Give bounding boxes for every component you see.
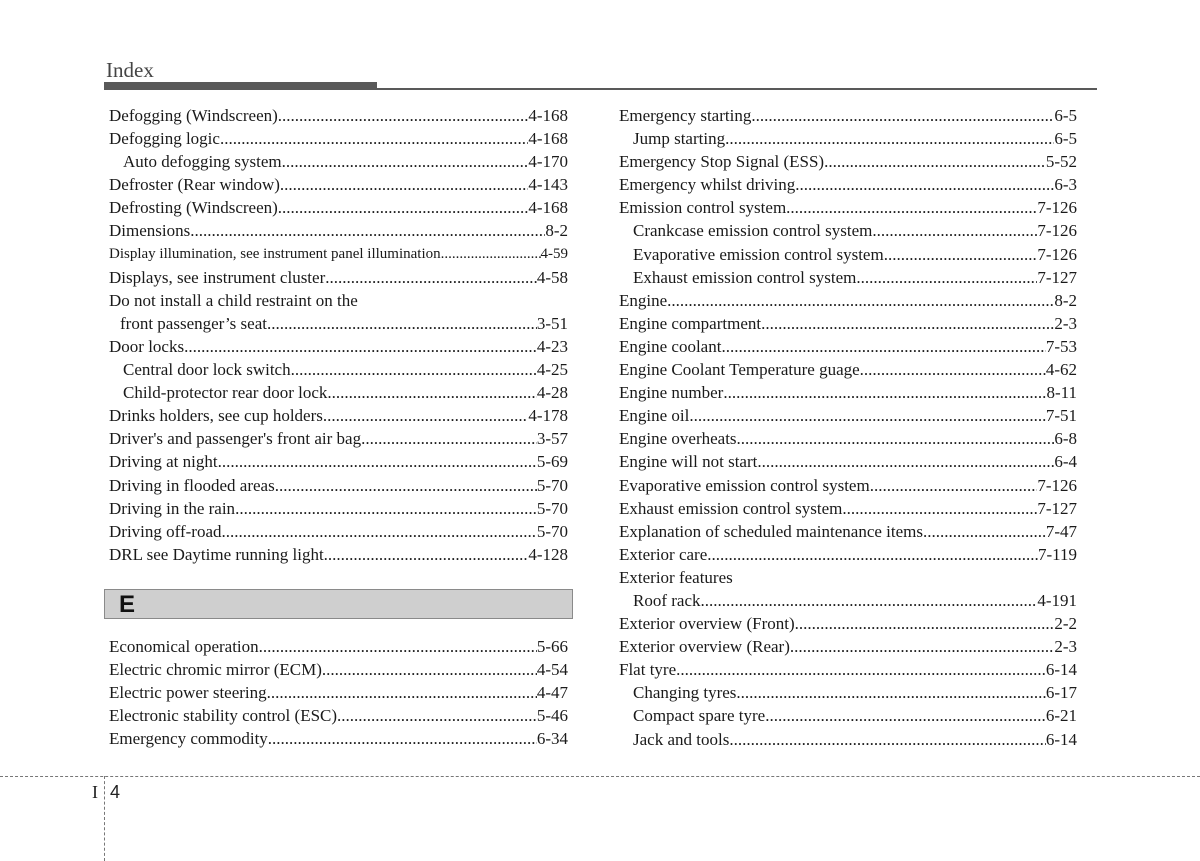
index-entry-term: Engine compartment — [619, 313, 762, 333]
index-entry-page: 5-66 — [536, 637, 568, 656]
index-entry-term: Exhaust emission control system — [619, 498, 843, 518]
index-entry-leader — [190, 219, 545, 242]
index-entry-leader — [725, 127, 1054, 150]
index-entry-page: 8-2 — [1054, 290, 1077, 310]
index-entry-term: Driving at night — [109, 452, 218, 472]
index-entry-page: 5-69 — [536, 452, 568, 472]
index-entry-term: Exterior care — [619, 544, 708, 564]
index-entry-leader — [267, 681, 537, 704]
index-entry — [109, 520, 568, 543]
index-entry-page: 2-3 — [1054, 637, 1077, 657]
index-entry — [109, 427, 568, 450]
index-entry-term: Central door lock switch — [123, 360, 291, 380]
index-entry-page: 7-47 — [1045, 521, 1077, 541]
index-entry-leader — [327, 381, 536, 404]
index-entry — [619, 589, 1077, 612]
index-entry-term: Engine coolant — [619, 336, 722, 356]
index-entry-term: Exterior features — [619, 567, 733, 587]
index-entry-term: Roof rack — [633, 590, 701, 610]
index-entry — [109, 543, 568, 566]
index-entry-leader — [278, 104, 529, 127]
index-entry-leader — [323, 404, 528, 427]
index-entry — [109, 497, 568, 520]
index-entry-leader — [884, 243, 1038, 266]
index-entry-term: Defogging (Windscreen) — [109, 106, 278, 125]
header-rule-thick — [104, 82, 377, 90]
index-entry — [109, 219, 568, 242]
index-entry — [619, 728, 1077, 751]
index-entry — [109, 127, 568, 150]
index-entry-term: Defogging logic — [109, 129, 220, 149]
index-entry-leader — [736, 681, 1045, 704]
index-entry-term: Engine overheats — [619, 429, 737, 449]
index-entry-page: 4-28 — [536, 383, 568, 403]
index-column-left — [109, 104, 568, 566]
index-entry — [619, 381, 1077, 404]
index-entry-leader — [721, 335, 1045, 358]
index-entry-leader — [220, 127, 528, 150]
index-entry-page: 8-11 — [1046, 383, 1077, 403]
index-entry-page: 2-2 — [1054, 614, 1077, 634]
index-entry-term: Do not install a child restraint on the — [109, 290, 358, 310]
index-entry — [109, 658, 568, 681]
index-entry-leader — [689, 404, 1045, 427]
index-column-left-e — [109, 635, 568, 750]
index-entry-page: 4-191 — [1037, 590, 1077, 610]
index-entry-page: 7-51 — [1045, 406, 1077, 426]
index-entry — [619, 266, 1077, 289]
index-entry-term: Electric chromic mirror (ECM) — [109, 660, 322, 680]
index-entry-page: 7-126 — [1037, 475, 1077, 495]
index-entry-leader — [707, 543, 1038, 566]
index-entry-term: Emergency whilst driving — [619, 175, 796, 195]
index-entry-page: 6-14 — [1045, 729, 1077, 749]
index-entry — [619, 219, 1077, 242]
index-entry-term: Emergency starting — [619, 106, 752, 125]
index-entry-leader — [667, 289, 1054, 312]
index-entry-leader — [268, 727, 537, 750]
index-entry-page: 6-5 — [1054, 106, 1077, 125]
index-entry-term: Engine oil — [619, 406, 690, 426]
index-entry-leader — [795, 173, 1054, 196]
index-entry-term: Engine number — [619, 383, 724, 403]
index-entry-term: Drinks holders, see cup holders — [109, 406, 323, 426]
footer-dashed-rule — [0, 776, 1200, 777]
index-entry-leader — [701, 589, 1038, 612]
index-entry — [109, 635, 568, 658]
index-entry — [619, 427, 1077, 450]
index-entry-term: Driving in the rain — [109, 498, 236, 518]
index-entry-leader — [860, 358, 1046, 381]
index-entry-leader — [184, 335, 537, 358]
index-entry-page: 5-70 — [536, 498, 568, 518]
index-entry-leader — [235, 497, 537, 520]
index-entry-term: Exterior overview (Rear) — [619, 637, 790, 657]
index-entry — [109, 266, 568, 289]
index-entry-leader — [324, 543, 529, 566]
index-entry — [619, 358, 1077, 381]
index-entry-leader — [291, 358, 537, 381]
index-entry-page: 4-25 — [536, 360, 568, 380]
index-entry — [619, 404, 1077, 427]
index-entry — [619, 196, 1077, 219]
index-entry-leader — [676, 658, 1046, 681]
index-entry-term: Emergency Stop Signal (ESS) — [619, 152, 825, 172]
index-entry-page: 5-70 — [536, 521, 568, 541]
index-entry-term: Dimensions — [109, 221, 191, 241]
index-entry-term: DRL see Daytime running light — [109, 544, 324, 564]
index-entry-page: 5-70 — [536, 475, 568, 495]
index-entry-leader — [267, 312, 537, 335]
index-entry — [619, 150, 1077, 173]
index-entry-term: Child-protector rear door lock — [123, 383, 328, 403]
index-entry — [109, 681, 568, 704]
index-entry — [109, 150, 568, 173]
index-entry-page: 6-5 — [1054, 129, 1077, 149]
index-entry-page: 4-168 — [528, 129, 568, 149]
index-entry-leader — [337, 704, 537, 727]
index-entry — [619, 243, 1077, 266]
index-entry-term: Crankcase emission control system — [633, 221, 873, 241]
index-entry-term: Explanation of scheduled maintenance items — [619, 521, 924, 541]
index-entry-leader — [761, 312, 1054, 335]
index-entry — [109, 335, 568, 358]
index-entry-leader — [282, 150, 529, 173]
index-entry-page: 6-14 — [1045, 660, 1077, 680]
index-entry-term: Driver's and passenger's front air bag — [109, 429, 362, 449]
index-entry-leader — [361, 427, 537, 450]
index-entry-leader — [870, 474, 1038, 497]
index-entry — [109, 104, 568, 127]
footer-dashed-margin — [104, 776, 105, 861]
index-entry — [109, 727, 568, 750]
index-entry-term: Jack and tools — [633, 729, 730, 749]
index-entry-page: 4-47 — [536, 683, 568, 703]
index-entry — [619, 497, 1077, 520]
index-entry — [619, 173, 1077, 196]
index-entry-leader — [280, 173, 528, 196]
index-entry — [109, 289, 568, 312]
footer-page-number: 4 — [110, 782, 121, 802]
index-entry-page: 6-3 — [1054, 175, 1077, 195]
index-entry-term: Jump starting — [633, 129, 726, 149]
index-entry — [619, 566, 1077, 589]
index-entry-term: Engine will not start — [619, 452, 758, 472]
index-entry — [619, 543, 1077, 566]
index-entry — [619, 450, 1077, 473]
index-entry-term: Electric power steering — [109, 683, 267, 703]
index-entry-term: Flat tyre — [619, 660, 677, 680]
index-entry-leader — [441, 243, 541, 266]
index-entry-leader — [842, 497, 1037, 520]
index-entry-page: 4-54 — [536, 660, 568, 680]
index-entry-page: 7-53 — [1045, 336, 1077, 356]
index-entry-term: Defrosting (Windscreen) — [109, 198, 278, 218]
index-entry-page: 4-23 — [536, 336, 568, 356]
index-entry-page: 7-127 — [1037, 498, 1077, 518]
index-entry-page: 3-51 — [536, 313, 568, 333]
index-entry — [109, 474, 568, 497]
index-entry-term: Compact spare tyre — [633, 706, 766, 726]
index-entry-term: Display illumination, see instrument panel illumination — [109, 245, 441, 262]
index-entry-page: 6-17 — [1045, 683, 1077, 703]
index-entry-page: 4-59 — [540, 245, 568, 262]
index-entry-term: Driving in flooded areas — [109, 475, 275, 495]
index-entry-page: 7-126 — [1037, 198, 1077, 218]
index-entry-term: front passenger’s seat — [120, 313, 267, 333]
index-entry-page: 4-143 — [528, 175, 568, 195]
section-letter: E — [119, 591, 136, 618]
index-entry — [109, 173, 568, 196]
index-entry — [619, 658, 1077, 681]
index-entry — [109, 381, 568, 404]
index-entry-term: Electronic stability control (ESC) — [109, 706, 338, 726]
index-entry — [619, 335, 1077, 358]
index-entry — [109, 358, 568, 381]
index-entry — [109, 312, 568, 335]
index-entry — [619, 681, 1077, 704]
index-entry — [109, 450, 568, 473]
index-entry-term: Driving off-road — [109, 521, 222, 541]
section-header-e — [104, 589, 573, 619]
index-entry-term: Auto defogging system — [123, 152, 282, 172]
index-entry-leader — [259, 635, 537, 658]
index-entry-leader — [856, 266, 1037, 289]
index-entry-page: 4-58 — [536, 267, 568, 287]
index-entry-page: 2-3 — [1054, 313, 1077, 333]
index-entry-leader — [723, 381, 1046, 404]
index-entry-leader — [218, 450, 537, 473]
index-entry-term: Displays, see instrument cluster — [109, 267, 326, 287]
index-entry-term: Evaporative emission control system — [619, 475, 870, 495]
index-entry-page: 7-126 — [1037, 221, 1077, 241]
index-entry-page: 4-170 — [528, 152, 568, 172]
index-entry — [619, 520, 1077, 543]
index-entry-leader — [790, 635, 1054, 658]
index-entry — [619, 289, 1077, 312]
index-entry-leader — [325, 266, 537, 289]
index-entry-leader — [275, 474, 537, 497]
index-entry — [619, 312, 1077, 335]
index-entry-term: Exhaust emission control system — [633, 267, 857, 287]
index-entry-page: 7-127 — [1037, 267, 1077, 287]
index-entry-leader — [278, 196, 529, 219]
index-entry-page: 7-119 — [1037, 544, 1077, 564]
index-entry-page: 3-57 — [536, 429, 568, 449]
index-entry — [619, 127, 1077, 150]
index-entry-page: 4-168 — [528, 198, 568, 218]
index-entry-leader — [737, 427, 1055, 450]
index-entry-leader — [729, 728, 1046, 751]
index-entry — [619, 704, 1077, 727]
index-entry-page: 6-4 — [1054, 452, 1077, 472]
index-entry-leader — [786, 196, 1037, 219]
index-entry-page: 8-2 — [545, 221, 568, 241]
index-entry-page: 5-52 — [1045, 152, 1077, 172]
index-entry-leader — [795, 612, 1055, 635]
index-entry-term: Emergency commodity — [109, 729, 268, 749]
index-entry-leader — [751, 104, 1054, 127]
index-entry-leader — [757, 450, 1054, 473]
page-title: Index — [106, 58, 154, 82]
index-entry-page: 4-62 — [1045, 360, 1077, 380]
index-entry-page: 6-21 — [1045, 706, 1077, 726]
index-entry-term: Engine Coolant Temperature guage — [619, 360, 860, 380]
footer-section-label: I — [92, 782, 98, 802]
index-entry-page: 7-126 — [1037, 244, 1077, 264]
index-entry-term: Defroster (Rear window) — [109, 175, 280, 195]
index-entry-term: Emission control system — [619, 198, 787, 218]
index-entry-leader — [824, 150, 1046, 173]
index-entry — [619, 104, 1077, 127]
index-entry-page: 6-8 — [1054, 429, 1077, 449]
index-entry-page: 4-168 — [528, 106, 568, 125]
index-entry — [619, 612, 1077, 635]
index-entry-leader — [222, 520, 537, 543]
index-entry-term: Changing tyres — [633, 683, 737, 703]
index-entry — [619, 635, 1077, 658]
index-entry-term: Evaporative emission control system — [633, 244, 884, 264]
index-entry-page: 5-46 — [536, 706, 568, 726]
index-entry-leader — [322, 658, 537, 681]
index-entry-term: Engine — [619, 290, 668, 310]
index-entry-term: Economical operation — [109, 637, 259, 656]
index-entry-leader — [923, 520, 1046, 543]
index-column-right — [619, 104, 1077, 751]
index-entry-term: Exterior overview (Front) — [619, 614, 795, 634]
index-entry — [109, 404, 568, 427]
index-entry-term: Door locks — [109, 336, 185, 356]
index-entry-page: 6-34 — [536, 729, 568, 749]
index-entry-leader — [765, 704, 1046, 727]
header-rule-thin — [377, 88, 1097, 90]
index-entry — [619, 474, 1077, 497]
index-entry-page: 4-128 — [528, 544, 568, 564]
index-entry-leader — [872, 219, 1037, 242]
index-entry-page: 4-178 — [528, 406, 568, 426]
index-entry — [109, 704, 568, 727]
index-entry — [109, 196, 568, 219]
index-entry — [109, 243, 568, 266]
